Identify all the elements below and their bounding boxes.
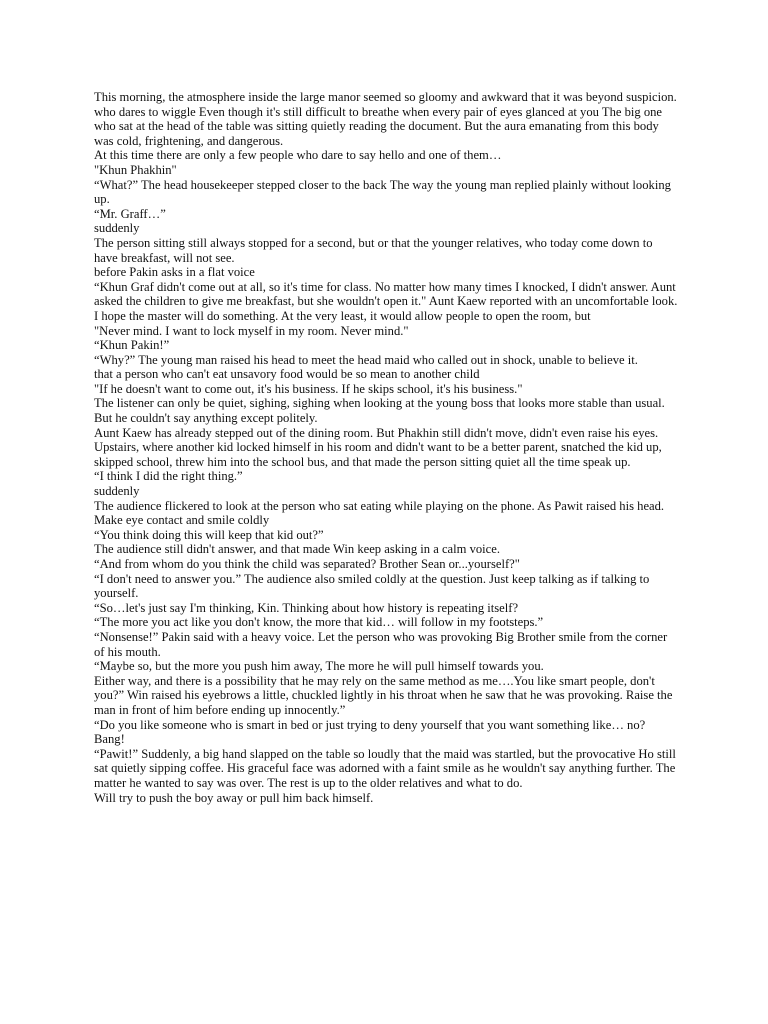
- paragraph: At this time there are only a few people who dare to say hello and one of them…: [94, 148, 502, 163]
- paragraph: “Nonsense!” Pakin said with a heavy voice. Let the person who was provoking Big Brother smile from the corner of his mouth.: [94, 629, 668, 659]
- paragraph: suddenly: [94, 221, 140, 236]
- paragraph: The listener can only be quiet, sighing, sighing when looking at the young boss that looks more stable than usual. But he couldn't say anything except politely.: [94, 396, 665, 426]
- paragraph: “Khun Graf didn't come out at all, so it's time for class. No matter how many times I knocked, I didn't answer. Aunt asked the children to give me breakfast, but she wouldn't open it." Aunt Kaew reported with an uncomfortable look.: [94, 279, 678, 309]
- paragraph: Aunt Kaew has already stepped out of the dining room. But Phakhin still didn't move, didn't even raise his eyes.: [94, 425, 659, 440]
- paragraph: I hope the master will do something. At the very least, it would allow people to open the room, but: [94, 308, 591, 323]
- paragraph: “What?” The head housekeeper stepped closer to the back The way the young man replied plainly without looking up.: [94, 177, 671, 207]
- paragraph: The audience flickered to look at the person who sat eating while playing on the phone. As Pawit raised his head.: [94, 498, 665, 513]
- paragraph: “So…let's just say I'm thinking, Kin. Thinking about how history is repeating itself?: [94, 600, 519, 615]
- paragraph: “And from whom do you think the child was separated? Brother Sean or...yourself?": [94, 557, 520, 571]
- paragraph: Upstairs, where another kid locked himself in his room and didn't want to be a better parent, snatched the kid up, skipped school, threw him into the school bus, and that made the person sitting quiet all the time speak up.: [94, 440, 662, 469]
- paragraph: "Never mind. I want to lock myself in my room. Never mind.": [94, 323, 409, 338]
- paragraph: This morning, the atmosphere inside the large manor seemed so gloomy and awkward that it was beyond suspicion. who dares to wiggle Even though it's still difficult to breathe when every pair of eyes glanced at you The big one who sat at the head of the table was sitting quietly reading the document. But the aura emanating from this body was cold, frightening, and dangerous.: [94, 90, 677, 148]
- paragraph: Make eye contact and smile coldly: [94, 513, 270, 528]
- paragraph: “Pawit!” Suddenly, a big hand slapped on the table so loudly that the maid was startled, but the provocative Ho still sat quietly sipping coffee. His graceful face was adorned with a faint smile as he wouldn't say anything further. The matter he wanted to say was over. The rest is up to the older relatives and what to do.: [94, 746, 676, 790]
- paragraph: The audience still didn't answer, and that made Win keep asking in a calm voice.: [94, 542, 500, 557]
- paragraph: “You think doing this will keep that kid out?”: [94, 527, 324, 542]
- paragraph: "Khun Phakhin": [94, 162, 177, 177]
- paragraph: "If he doesn't want to come out, it's his business. If he skips school, it's his business.": [94, 381, 523, 396]
- paragraph: Either way, and there is a possibility that he may rely on the same method as me….You like smart people, don't you?” Win raised his eyebrows a little, chuckled lightly in his throat when he saw that he was provoking. Raise the man in front of him before ending up innocently.”: [94, 673, 673, 717]
- document-page: [94, 90, 679, 805]
- paragraph: suddenly: [94, 484, 140, 499]
- paragraph: before Pakin asks in a flat voice: [94, 265, 255, 280]
- paragraph: that a person who can't eat unsavory food would be so mean to another child: [94, 367, 480, 382]
- paragraph: “I think I did the right thing.”: [94, 469, 243, 484]
- paragraph: “Mr. Graff…”: [94, 206, 166, 221]
- paragraph: “Maybe so, but the more you push him away, The more he will pull himself towards you.: [94, 659, 544, 674]
- paragraph: “I don't need to answer you.” The audience also smiled coldly at the question. Just keep talking as if talking to yourself.: [94, 571, 650, 601]
- paragraph: Will try to push the boy away or pull him back himself.: [94, 790, 374, 805]
- paragraph: Bang!: [94, 732, 125, 747]
- paragraph: “Khun Pakin!”: [94, 338, 170, 353]
- paragraph: “Do you like someone who is smart in bed or just trying to deny yourself that you want something like… no?: [94, 717, 646, 732]
- paragraph: “The more you act like you don't know, the more that kid… will follow in my footsteps.”: [94, 615, 544, 630]
- paragraph: “Why?” The young man raised his head to meet the head maid who called out in shock, unable to believe it.: [94, 352, 638, 367]
- paragraph: The person sitting still always stopped for a second, but or that the younger relatives, who today come down to have breakfast, will not see.: [94, 235, 653, 265]
